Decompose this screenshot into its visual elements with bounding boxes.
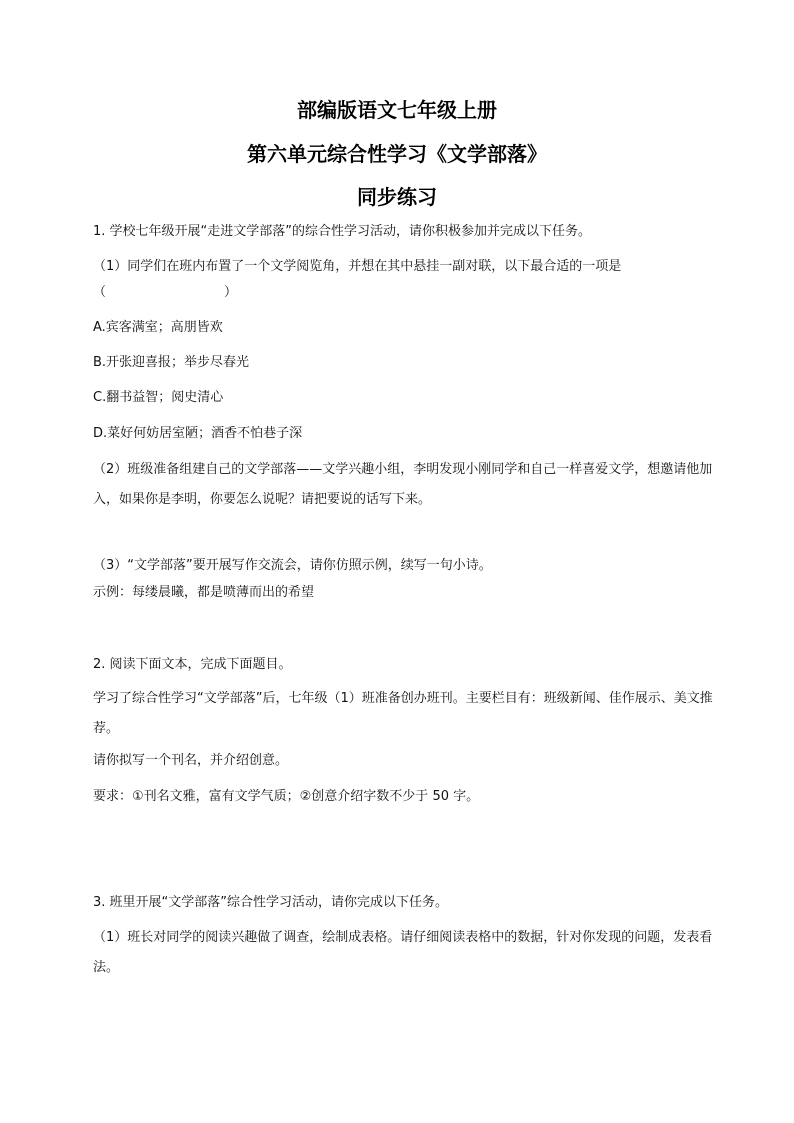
question-1-sub3-example: 示例：每缕晨曦，都是喷薄而出的希望 (93, 585, 315, 600)
question-1-sub2: （2）班级准备组建自己的文学部落——文学兴趣小组，李明发现小刚同学和自己一样喜爱文学，想邀请他加入，如果你是李明，你要怎么说呢？请把要说的话写下来。 (93, 462, 713, 507)
question-1-stem: 1. 学校七年级开展“走进文学部落”的综合性学习活动，请你积极参加并完成以下任务。 (93, 224, 592, 239)
document-title-unit: 第六单元综合性学习《文学部落》 (247, 142, 547, 166)
question-1-sub3: （3）“文学部落”要开展写作交流会，请你仿照示例，续写一句小诗。 (93, 558, 492, 573)
question-2-paragraph-1: 学习了综合性学习“文学部落”后，七年级（1）班准备创办班刊。主要栏目有：班级新闻、佳作展示、美文推荐。 (93, 691, 713, 736)
question-3-stem: 3. 班里开展“文学部落”综合性学习活动，请你完成以下任务。 (93, 895, 449, 910)
question-1-sub1-answer-blank (93, 283, 713, 303)
answer-paren-close: ） (224, 285, 238, 300)
question-3-sub1: （1）班长对同学的阅读兴趣做了调查，绘制成表格。请仔细阅读表格中的数据，针对你发现的问题，发表看法。 (93, 930, 713, 975)
document-title-textbook: 部编版语文七年级上册 (297, 98, 497, 122)
question-1-option-b: B.开张迎喜报；举步尽春光 (93, 355, 250, 370)
question-1-option-c: C.翻书益智；阅史清心 (93, 390, 224, 405)
question-1-option-a: A.宾客满室；高朋皆欢 (93, 320, 223, 335)
question-1-sub1: （1）同学们在班内布置了一个文学阅览角，并想在其中悬挂一副对联，以下最合适的一项是 (93, 259, 622, 274)
question-1-option-d: D.菜好何妨居室陋；酒香不怕巷子深 (93, 426, 303, 441)
question-2-paragraph-2: 请你拟写一个刊名，并介绍创意。 (93, 753, 289, 768)
question-2-stem: 2. 阅读下面文本，完成下面题目。 (93, 657, 292, 672)
question-2-requirements: 要求：①刊名文雅，富有文学气质；②创意介绍字数不少于 50 字。 (93, 789, 480, 804)
document-title-practice: 同步练习 (357, 185, 437, 209)
answer-paren-open: （ (93, 285, 107, 300)
